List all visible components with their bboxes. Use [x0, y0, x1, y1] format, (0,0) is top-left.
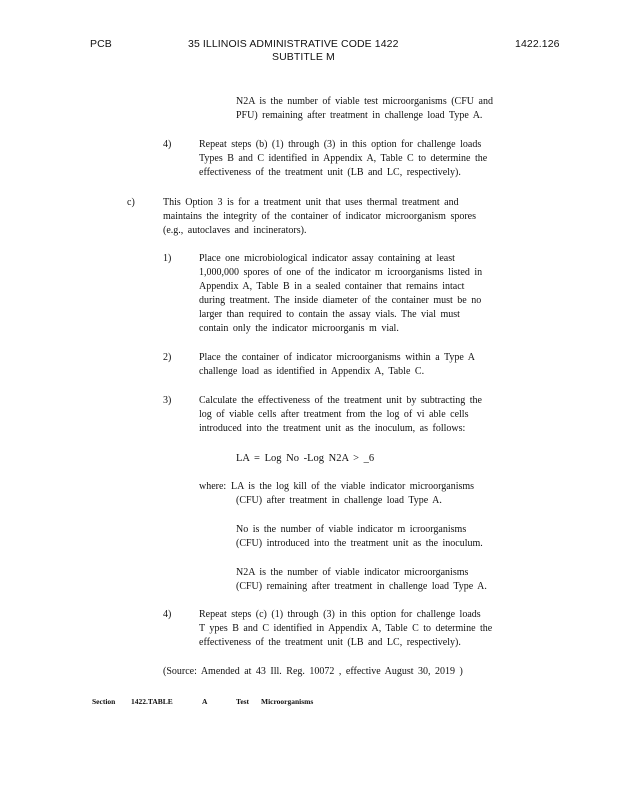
step-b4-text: Repeat steps (b) (1) through (3) in this option for challenge loads Types B and C identified in Appendix A, Table C to determine the effectiveness of the treatment unit (LB and LC, respectively). — [199, 139, 488, 178]
header-code-title: 35 ILLINOIS ADMINISTRATIVE CODE 1422 — [188, 38, 399, 50]
n2a-definition: N2A is the number of viable indicator microorganisms (CFU) remaining after treatment in challenge load Type A. — [236, 567, 487, 592]
section-letter: A — [202, 697, 208, 706]
step-c1-number: 1) — [163, 253, 172, 264]
n2a-definition-top: N2A is the number of viable test microorganisms (CFU and PFU) remaining after treatment in challenge load Type A. — [236, 96, 493, 121]
header-section-number: 1422.126 — [515, 38, 560, 50]
step-c1-text: Place one microbiological indicator assay containing at least 1,000,000 spores of one of the indicator m icroorganisms listed in Appendix A, Table B in a sealed container that remains intact during treatment. The inside diameter of the container must be no larger than required to contain the assay vials. The vial must contain only the indicator microorganis m vial. — [199, 253, 483, 334]
source-note: (Source: Amended at 43 Ill. Reg. 10072 , effective August 30, 2019 ) — [163, 666, 463, 677]
step-c4-number: 4) — [163, 609, 172, 620]
where-la-definition: LA is the log kill of the viable indicator microorganisms (CFU) after treatment in challenge load Type A. — [231, 481, 475, 506]
step-c3-text: Calculate the effectiveness of the treatment unit by subtracting the log of viable cells after treatment from the log of vi able cells introduced into the treatment unit as the inoculum, as follows: — [199, 395, 482, 434]
step-b4-number: 4) — [163, 139, 172, 150]
option-c-number: c) — [127, 197, 135, 208]
step-c4-text: Repeat steps (c) (1) through (3) in this option for challenge loads T ypes B and C identified in Appendix A, Table C to determine the effectiveness of the treatment unit (LB and LC, respectively). — [199, 609, 493, 648]
header-subtitle: SUBTITLE M — [272, 51, 335, 63]
step-c2-text: Place the container of indicator microorganisms within a Type A challenge load as identified in Appendix A, Table C. — [199, 352, 476, 377]
header-agency: PCB — [90, 38, 112, 50]
where-label: where: — [199, 481, 227, 492]
step-c2-number: 2) — [163, 352, 172, 363]
section-title: Microorganisms — [261, 697, 314, 706]
option-c-text: This Option 3 is for a treatment unit that uses thermal treatment and maintains the integrity of the container of indicator microorganism spores (e.g., autoclaves and incinerators). — [163, 197, 477, 236]
formula: LA = Log No -Log N2A > _6 — [236, 453, 375, 464]
step-c3-number: 3) — [163, 395, 172, 406]
section-label: Section — [92, 697, 116, 706]
section-code: 1422.TABLE — [131, 697, 173, 706]
section-test-label: Test — [236, 697, 250, 706]
no-definition: No is the number of viable indicator m icroorganisms (CFU) introduced into the treatment unit as the inoculum. — [236, 524, 483, 549]
